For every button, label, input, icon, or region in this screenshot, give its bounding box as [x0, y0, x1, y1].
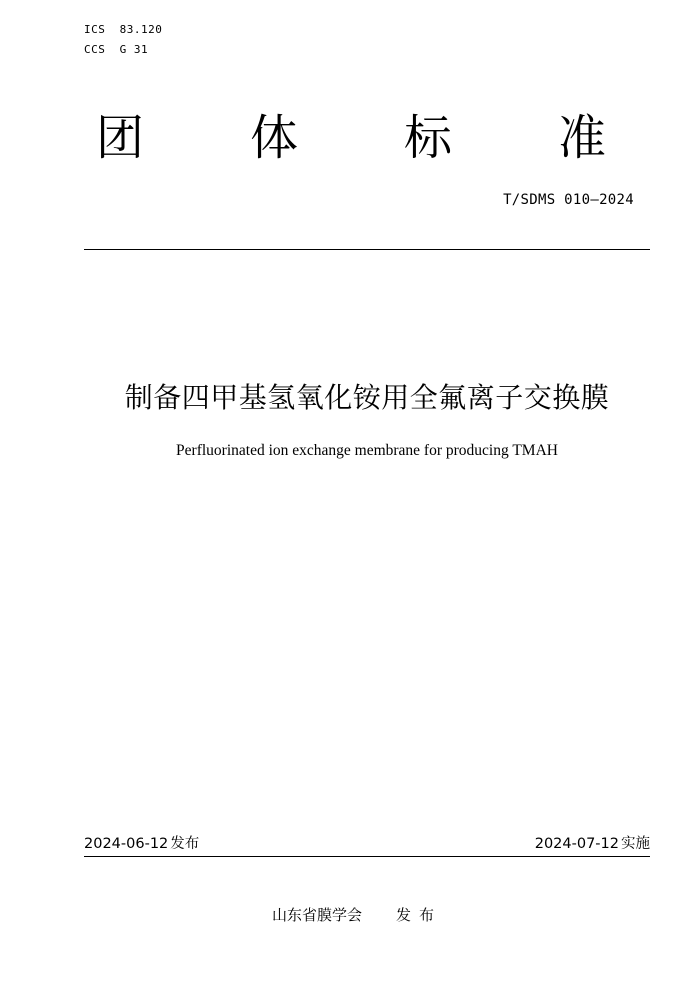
title-chinese: 制备四甲基氢氧化铵用全氟离子交换膜	[124, 381, 610, 414]
standard-type-heading	[96, 108, 616, 172]
top-divider	[84, 249, 650, 250]
standard-type-char: 团	[96, 110, 145, 166]
standard-type-char: 标	[404, 110, 453, 166]
ccs-code: CCS G 31	[84, 43, 149, 56]
implement-label: 实施	[621, 836, 650, 852]
issue-label: 发布	[170, 836, 200, 852]
ics-code: ICS 83.120	[84, 23, 163, 36]
standard-number: T/SDMS 010—2024	[503, 192, 634, 208]
issue-date: 2024-06-12	[84, 836, 169, 852]
bottom-divider	[84, 856, 650, 857]
implement-date-line	[535, 834, 650, 854]
classification-codes	[84, 20, 162, 60]
implement-date: 2024-07-12	[534, 836, 619, 852]
standard-type-char: 准	[558, 110, 607, 166]
standard-type-char: 体	[250, 110, 299, 166]
publisher-line	[272, 905, 442, 925]
publisher-name: 山东省膜学会	[272, 906, 363, 924]
issue-date-line	[84, 834, 199, 854]
title-english: Perfluorinated ion exchange membrane for producing TMAH	[176, 442, 558, 459]
publisher-action: 发布	[396, 906, 443, 924]
